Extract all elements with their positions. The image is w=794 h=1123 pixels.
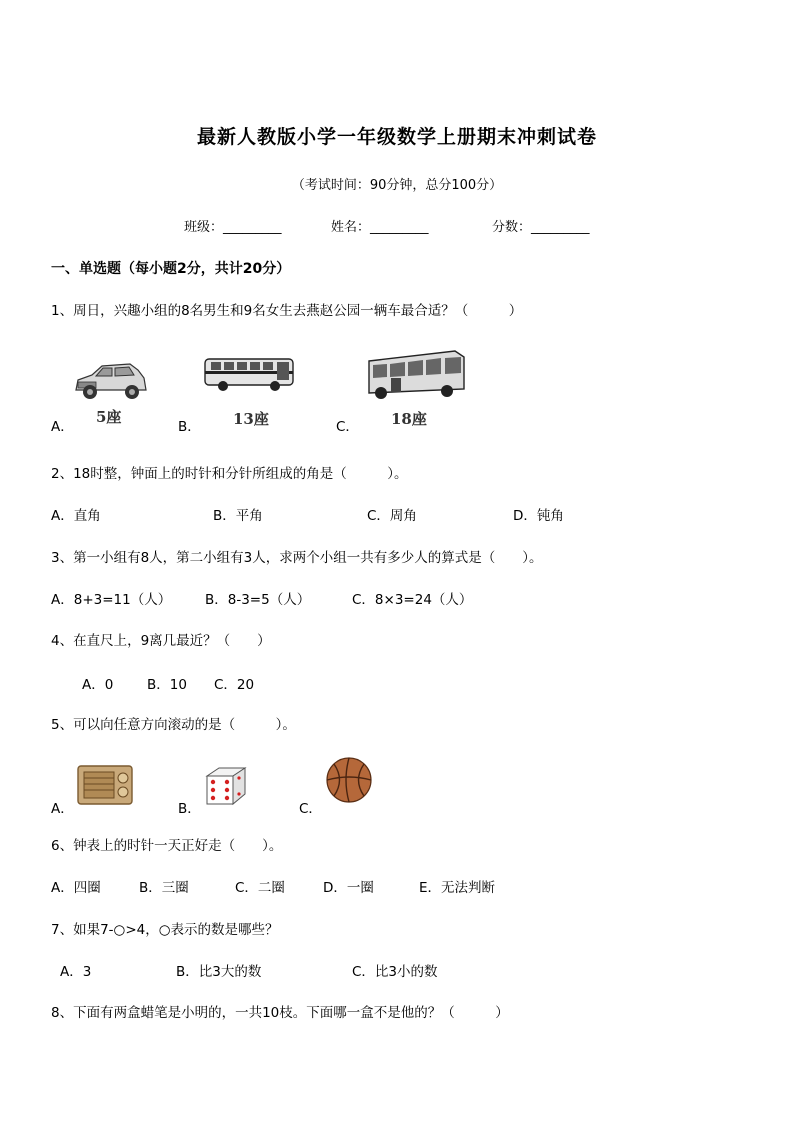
- question-8: 8、下面有两盒蜡笔是小明的，一共10枝。下面哪一盒不是他的？（ ）: [51, 1005, 509, 1021]
- seat-caption-18: 18座: [391, 410, 427, 428]
- radio-icon: [76, 762, 134, 806]
- bus-icon: [203, 355, 297, 395]
- q7-option-b[interactable]: B．比3大的数: [176, 964, 262, 980]
- class-field[interactable]: 班级：_________: [184, 220, 282, 235]
- q6-option-d[interactable]: D．一圈: [323, 880, 374, 896]
- car-icon: [72, 358, 150, 406]
- dice-icon: [203, 764, 249, 808]
- seat-caption-13: 13座: [233, 410, 269, 428]
- question-5: 5、可以向任意方向滚动的是（ ）。: [51, 717, 296, 733]
- q7-option-c[interactable]: C．比3小的数: [352, 964, 438, 980]
- page-title: 最新人教版小学一年级数学上册期末冲刺试卷: [196, 126, 597, 148]
- q6-option-e[interactable]: E．无法判断: [419, 880, 496, 896]
- q5-option-a[interactable]: A．: [51, 801, 74, 817]
- q6-option-b[interactable]: B．三圈: [139, 880, 189, 896]
- question-1: 1、周日，兴趣小组的8名男生和9名女生去燕赵公园一辆车最合适？（ ）: [51, 303, 523, 319]
- question-2: 2、18时整，钟面上的时针和分针所组成的角是（ ）。: [51, 466, 408, 482]
- q7-option-a[interactable]: A．3: [60, 964, 92, 980]
- question-3: 3、第一小组有8人，第二小组有3人，求两个小组一共有多少人的算式是（ ）。: [51, 550, 543, 566]
- coach-icon: [365, 347, 467, 403]
- q2-option-c[interactable]: C．周角: [367, 508, 417, 524]
- question-6: 6、钟表上的时针一天正好走（ ）。: [51, 838, 283, 854]
- question-4: 4、在直尺上，9离几最近？（ ）: [51, 633, 271, 649]
- section-heading: 一、单选题（每小题2分，共计20分）: [51, 261, 291, 277]
- name-field[interactable]: 姓名：_________: [331, 220, 429, 235]
- q3-option-c[interactable]: C．8×3=24（人）: [352, 592, 473, 608]
- q2-option-a[interactable]: A．直角: [51, 508, 101, 524]
- q1-option-a[interactable]: A．: [51, 419, 74, 435]
- q5-option-c[interactable]: C．: [299, 801, 322, 817]
- q2-option-b[interactable]: B．平角: [213, 508, 263, 524]
- question-7: 7、如果7-○>4，○表示的数是哪些？: [51, 922, 279, 938]
- ball-icon: [325, 756, 373, 804]
- q3-option-a[interactable]: A．8+3=11（人）: [51, 592, 172, 608]
- q4-option-b[interactable]: B．10: [147, 677, 187, 693]
- q1-option-b[interactable]: B．: [178, 419, 201, 435]
- q5-option-b[interactable]: B．: [178, 801, 201, 817]
- q1-option-c[interactable]: C．: [336, 419, 359, 435]
- seat-caption-5: 5座: [96, 408, 122, 426]
- q2-option-d[interactable]: D．钝角: [513, 508, 564, 524]
- q6-option-a[interactable]: A．四圈: [51, 880, 101, 896]
- q4-option-c[interactable]: C．20: [214, 677, 255, 693]
- q3-option-b[interactable]: B．8-3=5（人）: [205, 592, 311, 608]
- q4-option-a[interactable]: A．0: [82, 677, 114, 693]
- q6-option-c[interactable]: C．二圈: [235, 880, 285, 896]
- exam-subtitle: （考试时间：90分钟，总分100分）: [291, 178, 503, 193]
- score-field[interactable]: 分数：_________: [492, 220, 590, 235]
